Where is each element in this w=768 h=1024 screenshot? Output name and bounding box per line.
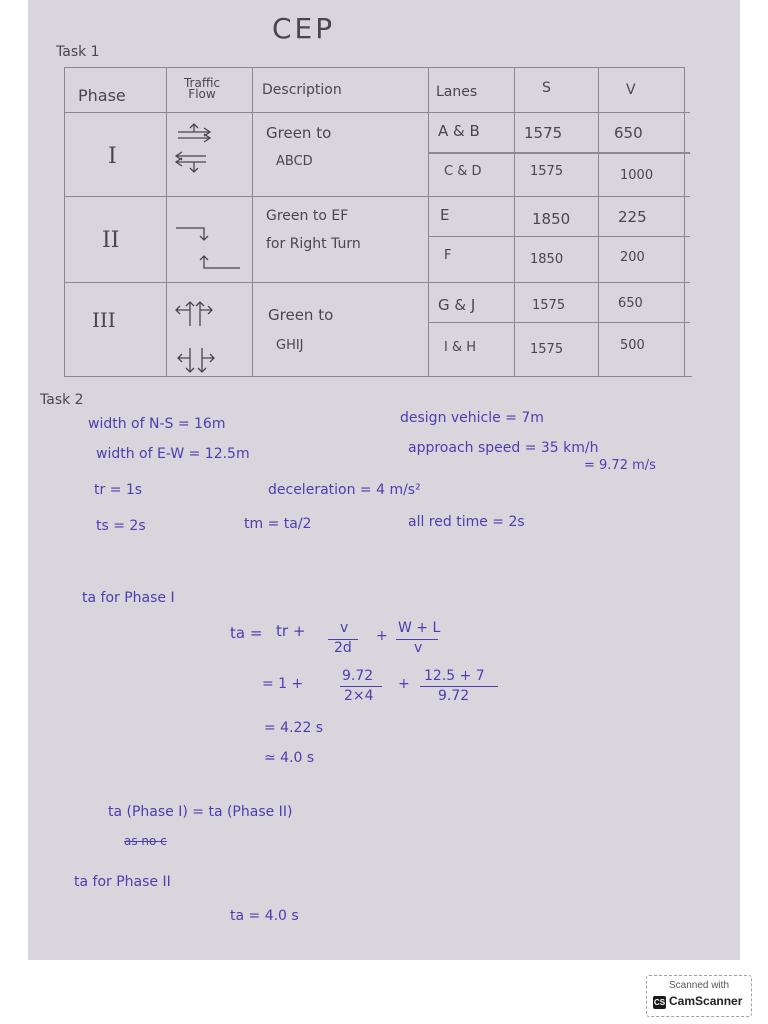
row1-phase: I <box>108 144 117 169</box>
given-all-red: all red time = 2s <box>408 514 525 530</box>
given-tm: tm = ta/2 <box>244 516 312 532</box>
page-title: CEP <box>272 12 336 45</box>
formula-tr: tr + <box>276 622 306 640</box>
row2-phase: II <box>102 228 120 253</box>
row1-lane-a-v: 650 <box>614 124 643 142</box>
traffic-flow-phase2-icon <box>172 218 246 274</box>
row2-lane-e-lanes: E <box>440 206 450 224</box>
struck-note: as no c <box>124 834 167 848</box>
given-width-ns: width of N-S = 16m <box>88 416 226 432</box>
row2-lane-e-s: 1850 <box>532 210 571 228</box>
given-ts: ts = 2s <box>96 518 146 534</box>
row2-lane-f-v: 200 <box>620 250 645 265</box>
row3-lane-i-lanes: I & H <box>444 340 477 355</box>
header-s: S <box>542 80 551 96</box>
substitution-plus: + <box>398 676 410 692</box>
phase2-heading: ta for Phase II <box>74 874 171 890</box>
result-exact: = 4.22 s <box>264 720 324 736</box>
row3-lane-g-s: 1575 <box>532 298 566 313</box>
row2-description-line2: for Right Turn <box>266 236 361 252</box>
given-design-vehicle: design vehicle = 7m <box>400 410 544 426</box>
header-description: Description <box>262 82 342 98</box>
phase-equality: ta (Phase I) = ta (Phase II) <box>108 804 293 820</box>
row3-phase: III <box>92 308 116 332</box>
formula-den2: v <box>414 640 423 656</box>
given-approach-speed-ms: = 9.72 m/s <box>584 458 656 473</box>
row2-lane-f-s: 1850 <box>530 252 564 267</box>
row3-description-line1: Green to <box>268 306 334 324</box>
watermark-caption: Scanned with <box>668 980 730 991</box>
task2-label: Task 2 <box>40 392 84 408</box>
camscanner-logo-icon: CS <box>653 998 666 1007</box>
row1-lane-c-v: 1000 <box>620 168 654 183</box>
row3-lane-g-v: 650 <box>618 296 643 311</box>
formula-num1: v <box>340 620 349 636</box>
traffic-flow-phase1-icon <box>172 118 242 188</box>
header-traffic-flow: Traffic Flow <box>183 76 221 101</box>
substitution-num2: 12.5 + 7 <box>424 668 485 684</box>
formula-lhs: ta = <box>230 624 263 642</box>
given-deceleration: deceleration = 4 m/s² <box>268 482 421 498</box>
formula-plus: + <box>376 628 388 644</box>
row2-lane-f-lanes: F <box>444 248 452 263</box>
substitution-den2: 9.72 <box>438 688 470 704</box>
substitution-num1: 9.72 <box>342 668 374 684</box>
row3-lane-i-v: 500 <box>620 338 645 353</box>
watermark-brand: CamScanner <box>669 994 743 1008</box>
row1-lane-a-s: 1575 <box>524 124 563 142</box>
formula-den1: 2d <box>334 640 352 656</box>
row2-lane-e-v: 225 <box>618 208 647 226</box>
task1-label: Task 1 <box>56 44 100 60</box>
given-approach-speed: approach speed = 35 km/h <box>408 440 599 456</box>
scanner-watermark <box>646 975 752 1017</box>
row1-lane-c-s: 1575 <box>530 164 564 179</box>
row3-lane-g-lanes: G & J <box>438 296 476 314</box>
row1-description-line2: ABCD <box>276 154 313 169</box>
row1-lane-a-lanes: A & B <box>438 122 480 140</box>
substitution-prefix: = 1 + <box>262 676 304 692</box>
row1-description-line1: Green to <box>266 124 332 142</box>
row2-description-line1: Green to EF <box>266 208 349 224</box>
row3-description-line2: GHIJ <box>276 338 304 353</box>
traffic-flow-phase3-icon <box>170 296 230 376</box>
phase2-result: ta = 4.0 s <box>230 908 299 924</box>
row3-lane-i-s: 1575 <box>530 342 564 357</box>
given-width-ew: width of E-W = 12.5m <box>96 446 250 462</box>
header-phase: Phase <box>78 86 126 105</box>
substitution-den1: 2×4 <box>344 688 374 704</box>
header-v: V <box>626 82 636 98</box>
formula-num2: W + L <box>398 620 441 636</box>
row1-lane-c-lanes: C & D <box>444 164 482 179</box>
header-lanes: Lanes <box>436 84 478 100</box>
phase1-heading: ta for Phase I <box>82 590 175 606</box>
given-tr: tr = 1s <box>94 482 143 498</box>
result-rounded: ≃ 4.0 s <box>264 750 315 766</box>
